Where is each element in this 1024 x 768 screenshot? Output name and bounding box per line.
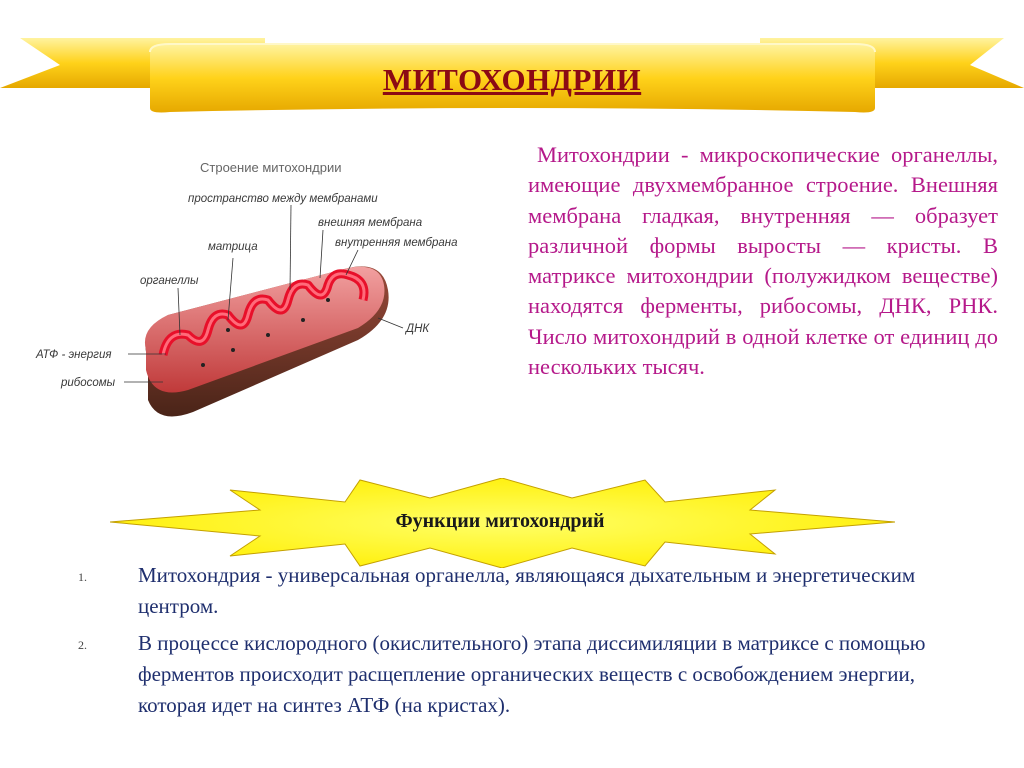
mitochondrion-diagram bbox=[28, 150, 518, 450]
diagram-title: Строение митохондрии bbox=[200, 160, 342, 175]
mitochondrion-shape bbox=[145, 266, 389, 416]
mitochondria-description bbox=[528, 140, 998, 382]
description-text: Митохондрии - микроскопические органеллы, имеющие двухмембранное строение. Внешняя мембрана гладкая, внутренняя — образует различной формы выросты — кристы. В матриксе митохондрии (полужидком веществе) находятся ферменты, рибосомы, ДНК, РНК. Число митохондрий в одной клетке от единиц до нескольких тысяч. bbox=[528, 142, 998, 380]
label-atp: АТФ - энергия bbox=[36, 349, 112, 361]
list-item-number: 1. bbox=[78, 570, 87, 584]
list-item-text: Митохондрия - универсальная органелла, являющаяся дыхательным и энергетическим центром. bbox=[138, 563, 916, 618]
label-dna: ДНК bbox=[406, 323, 430, 335]
label-intermembrane: пространство между мембранами bbox=[188, 193, 378, 205]
page-title: МИТОХОНДРИИ bbox=[382, 62, 642, 97]
label-ribosomes: рибосомы bbox=[61, 377, 116, 389]
label-inner-membrane: внутренняя мембрана bbox=[335, 237, 458, 249]
label-organelles: органеллы bbox=[140, 275, 199, 287]
label-outer-membrane: внешняя мембрана bbox=[318, 217, 423, 229]
label-matrix: матрица bbox=[208, 241, 258, 253]
functions-title: Функции митохондрий bbox=[395, 510, 605, 532]
list-item-number: 2. bbox=[78, 638, 87, 652]
list-item-text: В процессе кислородного (окислительного) этапа диссимиляции в матриксе с помощью ферментов происходит расщепление органических веществ с освобождением энергии, которая идет на синтез АТФ (на кристах). bbox=[138, 631, 926, 717]
